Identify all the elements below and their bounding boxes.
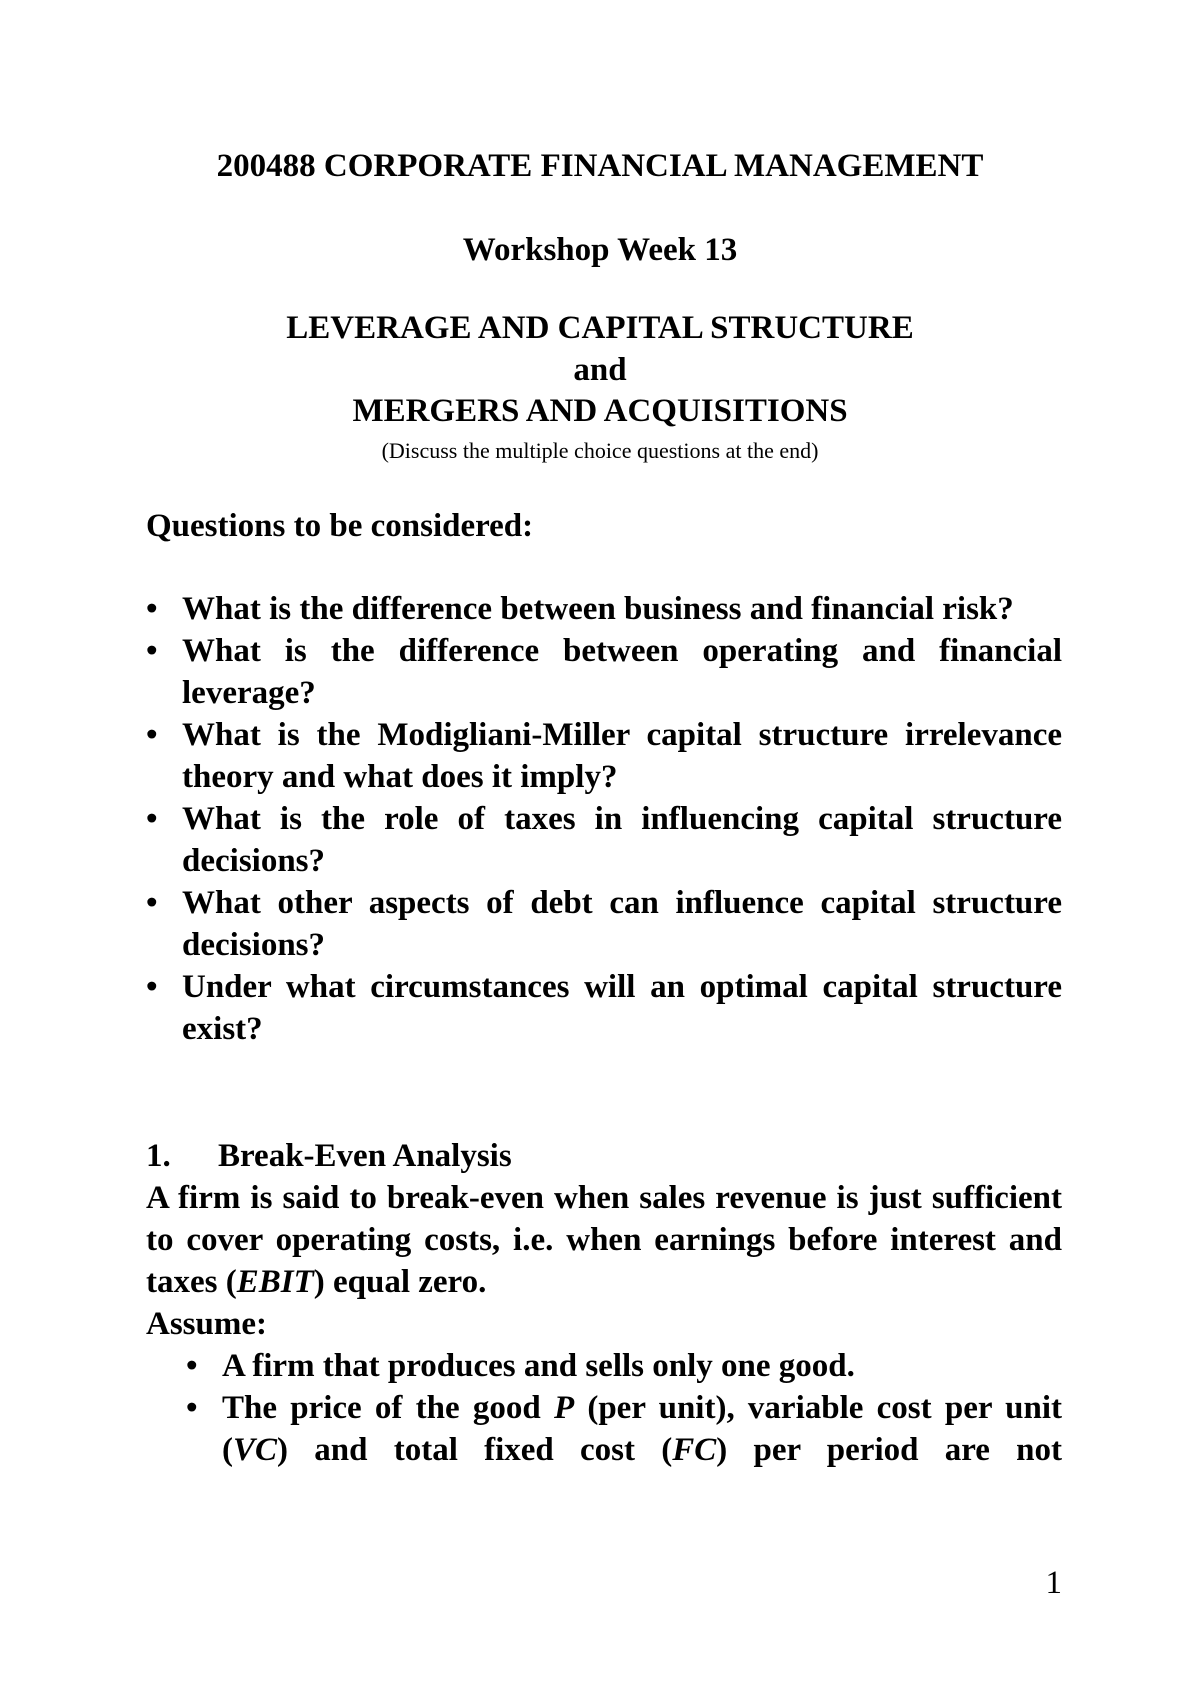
questions-heading: Questions to be considered:	[146, 508, 534, 544]
text-run: ) per period are not	[716, 1432, 1063, 1468]
topic-title-line1: LEVERAGE AND CAPITAL STRUCTURE	[286, 310, 914, 346]
assumption-text: A firm that produces and sells only one good.	[222, 1348, 855, 1384]
workshop-week: Workshop Week 13	[462, 232, 738, 268]
paragraph-text: A firm is said to break-even when sales revenue is just sufficient to cover operating costs, i.e. when earnings before interest and taxes (	[146, 1180, 1062, 1300]
section-number: 1.	[146, 1138, 171, 1174]
break-even-paragraph	[146, 1177, 1062, 1303]
bullet-icon: •	[146, 801, 158, 837]
bullet-icon: •	[186, 1390, 198, 1426]
ebit-term: EBIT	[236, 1264, 314, 1300]
question-text: What other aspects of debt can influence capital structure decisions?	[182, 885, 1062, 963]
assumption-text	[222, 1390, 1062, 1468]
list-item	[146, 714, 1062, 798]
list-item	[186, 1345, 1062, 1387]
vc-term: VC	[233, 1432, 278, 1468]
assume-label: Assume:	[146, 1306, 267, 1342]
topic-title-line2: and	[573, 352, 627, 388]
bullet-icon: •	[146, 717, 158, 753]
bullet-icon: •	[146, 969, 158, 1005]
bullet-icon: •	[186, 1348, 198, 1384]
text-run: The price of the good	[222, 1390, 554, 1426]
paragraph-text-end: ) equal zero.	[313, 1264, 487, 1300]
questions-list	[146, 588, 1062, 1050]
bullet-icon: •	[146, 885, 158, 921]
question-text: What is the Modigliani-Miller capital structure irrelevance theory and what does it imply?	[182, 717, 1062, 795]
list-item	[146, 630, 1062, 714]
text-run: (per unit), variable cost per unit (	[222, 1390, 1062, 1468]
section-title: Break-Even Analysis	[218, 1138, 512, 1174]
bullet-icon: •	[146, 591, 158, 627]
page-number: 1	[1045, 1565, 1062, 1601]
list-item	[146, 882, 1062, 966]
bullet-icon: •	[146, 633, 158, 669]
question-text: What is the role of taxes in influencing capital structure decisions?	[182, 801, 1062, 879]
fc-term: FC	[672, 1432, 717, 1468]
instruction-note: (Discuss the multiple choice questions at the end)	[381, 438, 819, 463]
question-text: What is the difference between business and financial risk?	[182, 591, 1014, 627]
section-heading	[146, 1135, 1062, 1177]
list-item	[146, 588, 1062, 630]
question-text: Under what circumstances will an optimal capital structure exist?	[182, 969, 1062, 1047]
text-run: ) and total fixed cost (	[277, 1432, 673, 1468]
question-text: What is the difference between operating and financial leverage?	[182, 633, 1062, 711]
assumptions-list	[186, 1345, 1062, 1471]
list-item	[186, 1387, 1062, 1471]
topic-title-line3: MERGERS AND ACQUISITIONS	[352, 393, 848, 429]
list-item	[146, 798, 1062, 882]
list-item	[146, 966, 1062, 1050]
course-title: 200488 CORPORATE FINANCIAL MANAGEMENT	[216, 148, 984, 184]
price-term: P	[553, 1390, 575, 1426]
